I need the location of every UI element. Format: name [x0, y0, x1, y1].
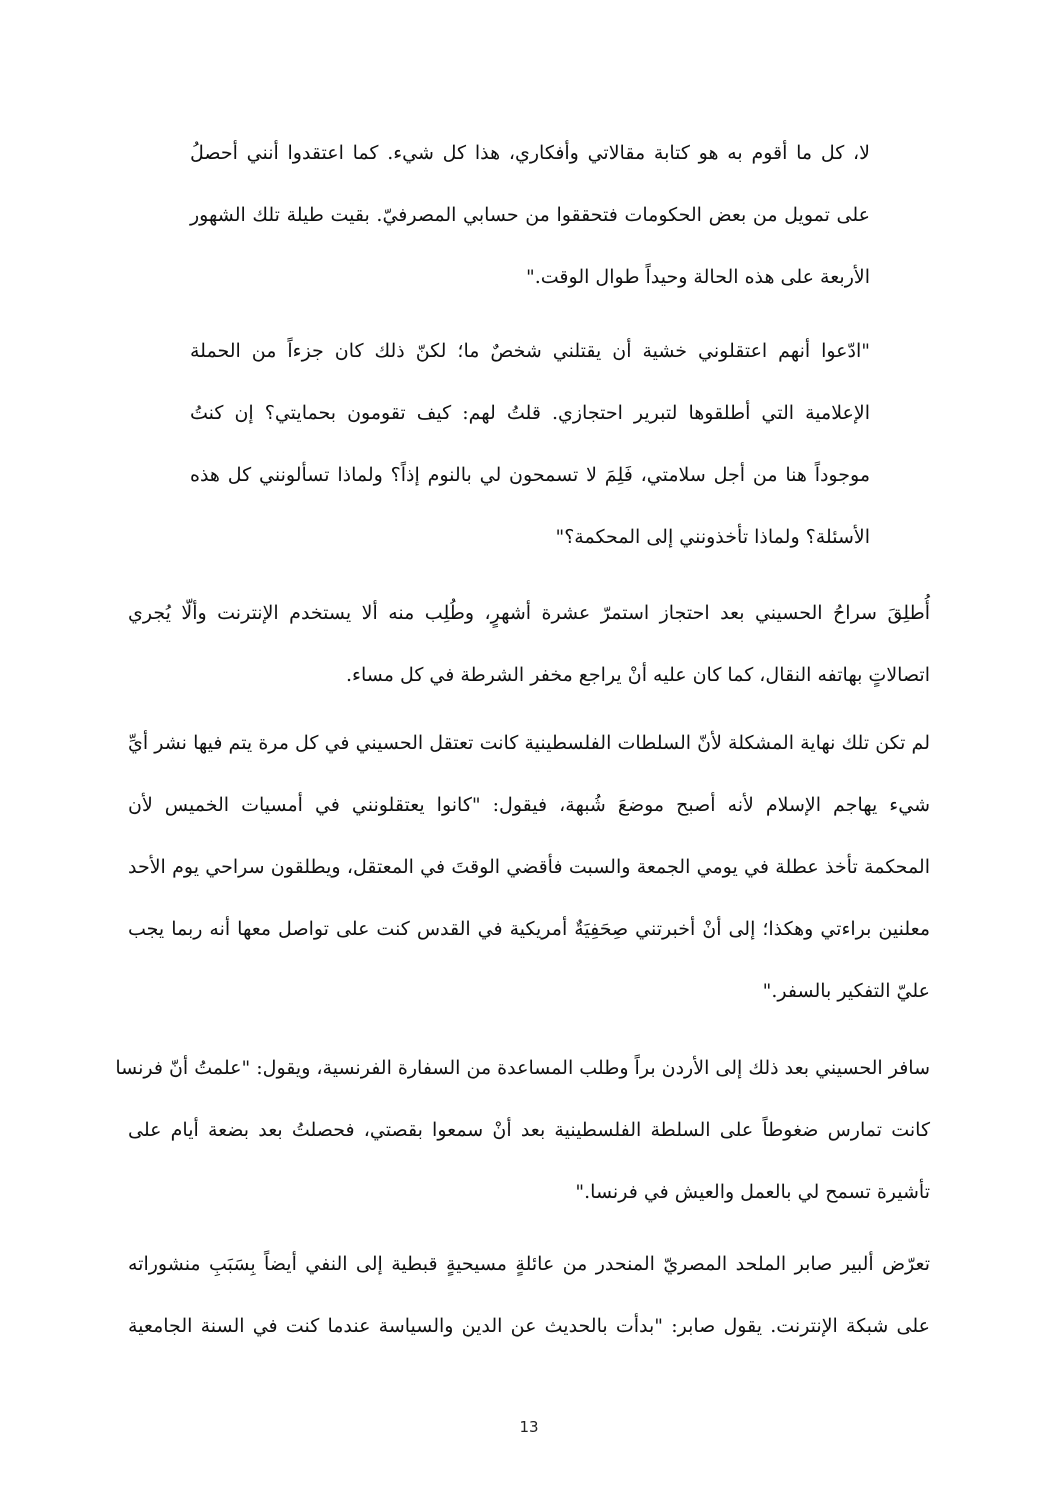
paragraph-3-line-2: كانت تمارس ضغوطاً على السلطة الفلسطينية بعد أنْ سمعوا بقصتي، فحصلتُ بعد بضعة أيام على: [128, 1119, 930, 1141]
quote-2-line-3: موجوداً هنا من أجل سلامتي، فَلِمَ لا تسمحون لي بالنوم إذاً؟ ولماذا تسألونني كل هذه: [190, 464, 870, 486]
quote-2-line-4: الأسئلة؟ ولماذا تأخذونني إلى المحكمة؟": [555, 526, 870, 548]
quote-1-line-2: على تمويل من بعض الحكومات فتحققوا من حسابي المصرفيّ. بقيت طيلة تلك الشهور: [190, 204, 870, 226]
paragraph-3: [115, 1037, 930, 1223]
quote-2-line-2: الإعلامية التي أطلقوها لتبرير احتجازي. قلتُ لهم: كيف تقومون بحمايتي؟ إن كنتُ: [190, 402, 870, 424]
paragraph-2-line-1: لم تكن تلك نهاية المشكلة لأنّ السلطات الفلسطينية كانت تعتقل الحسيني في كل مرة يتم فيها نشر أيِّ: [128, 732, 930, 754]
paragraph-4-line-1: تعرّض ألبير صابر الملحد المصريّ المنحدر من عائلةٍ مسيحيةٍ قبطية إلى النفي أيضاً بِسَبَبِ منشوراته: [128, 1253, 930, 1275]
quote-1-line-1: لا، كل ما أقوم به هو كتابة مقالاتي وأفكاري، هذا كل شيء. كما اعتقدوا أنني أحصلُ: [190, 142, 870, 164]
quote-block-2: [190, 320, 870, 568]
quote-2-line-1: "ادّعوا أنهم اعتقلوني خشية أن يقتلني شخصٌ ما؛ لكنّ ذلك كان جزءاً من الحملة: [190, 340, 870, 362]
paragraph-3-line-1: سافر الحسيني بعد ذلك إلى الأردن براً وطلب المساعدة من السفارة الفرنسية، ويقول: "علمتُ أنّ فرنسا: [115, 1057, 930, 1079]
paragraph-2-line-2: شيء يهاجم الإسلام لأنه أصبح موضعَ شُبهة، فيقول: "كانوا يعتقلونني في أمسيات الخميس لأن: [128, 794, 930, 816]
paragraph-2-line-5: عليّ التفكير بالسفر.": [762, 980, 930, 1002]
paragraph-4-line-2: على شبكة الإنترنت. يقول صابر: "بدأت بالحديث عن الدين والسياسة عندما كنت في السنة الجامعية: [128, 1315, 930, 1337]
quote-1-line-3: الأربعة على هذه الحالة وحيداً طوال الوقت.": [525, 266, 870, 288]
paragraph-2-line-3: المحكمة تأخذ عطلة في يومي الجمعة والسبت فأقضي الوقتَ في المعتقل، ويطلقون سراحي يوم الأحد: [128, 856, 930, 878]
paragraph-2-line-4: معلنين براءتي وهكذا؛ إلى أنْ أخبرتني صِحَفِيَةٌ أمريكية في القدس كنت على تواصل معها أنه ربما يجب: [128, 918, 930, 940]
paragraph-1-line-2: اتصالاتٍ بهاتفه النقال، كما كان عليه أنْ يراجع مخفر الشرطة في كل مساء.: [346, 664, 930, 686]
paragraph-3-line-3: تأشيرة تسمح لي بالعمل والعيش في فرنسا.": [575, 1181, 930, 1203]
paragraph-1-line-1: أُطلِقَ سراحُ الحسيني بعد احتجاز استمرّ عشرة أشهرٍ، وطُلِب منه ألا يستخدم الإنترنت وألّا يُجري: [128, 602, 930, 624]
paragraph-4: [128, 1233, 930, 1357]
paragraph-2: [128, 712, 930, 1022]
quote-block-1: [190, 122, 870, 308]
page-number: 13: [519, 1418, 539, 1436]
paragraph-1: [128, 582, 930, 706]
